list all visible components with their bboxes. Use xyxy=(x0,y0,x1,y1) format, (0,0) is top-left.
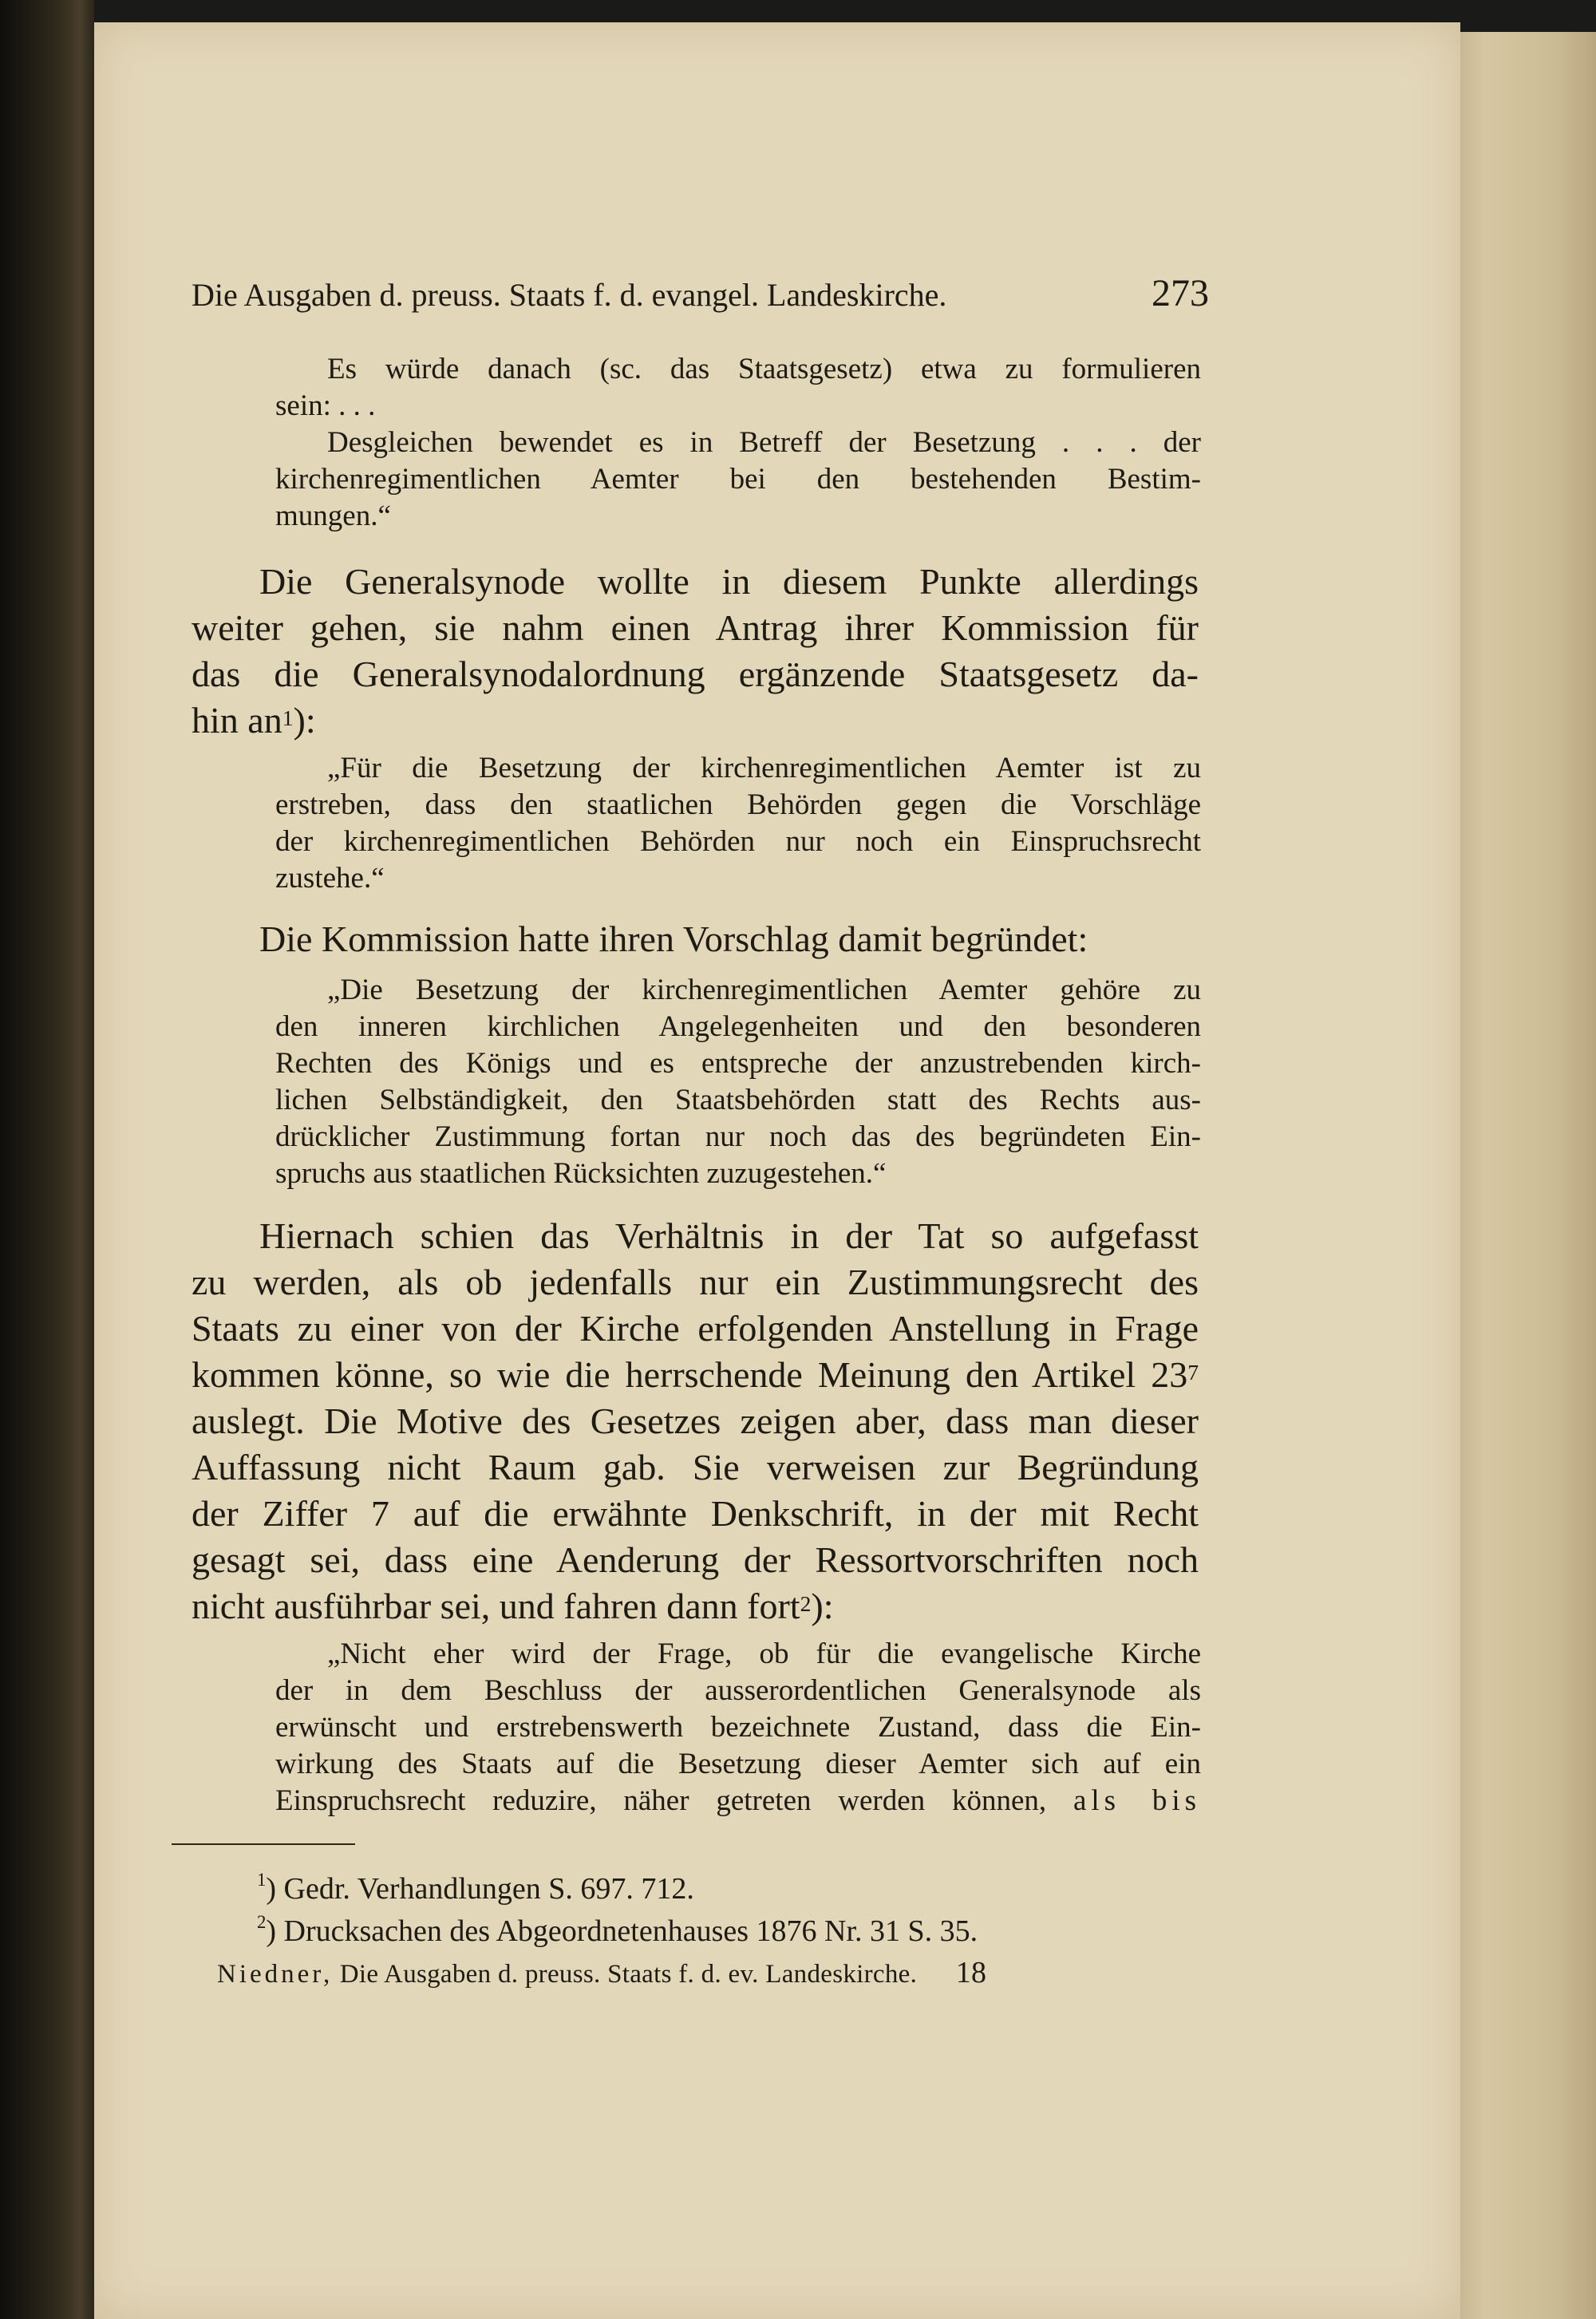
paragraph-line xyxy=(192,1352,1199,1398)
page-number: 273 xyxy=(1152,272,1209,314)
footnote-text: ) Drucksachen des Abgeordnetenhauses 1876 Nr. 31 S. 35. xyxy=(266,1914,978,1948)
running-header xyxy=(192,271,1209,315)
spaced-text: als bis xyxy=(1073,1784,1202,1817)
quote2-line: der kirchenregimentlichen Behörden nur noch ein Einspruchsrecht xyxy=(275,825,1201,858)
footnote-marker: 2 xyxy=(257,1911,267,1932)
quote2-line: zustehe.“ xyxy=(275,862,385,895)
footnote-rule xyxy=(172,1843,355,1845)
running-header-title: Die Ausgaben d. preuss. Staats f. d. evangel. Landeskirche. xyxy=(192,277,947,313)
signature-sheet-number: 18 xyxy=(955,1956,987,1989)
quote4-line: wirkung des Staats auf die Besetzung dieser Aemter sich auf ein xyxy=(275,1748,1201,1780)
quote4-line: der in dem Beschluss der ausserordentlichen Generalsynode als xyxy=(275,1674,1201,1707)
quote4-line: erwünscht und erstrebenswerth bezeichnete Zustand, dass die Ein- xyxy=(275,1711,1201,1744)
paragraph-line: das die Generalsynodalordnung ergänzende Staatsgesetz da- xyxy=(192,654,1199,694)
quote3-line: den inneren kirchlichen Angelegenheiten und den besonderen xyxy=(275,1010,1201,1043)
paragraph-line xyxy=(192,697,1199,744)
paragraph-text: hin an xyxy=(192,700,282,741)
paragraph-line: Die Kommission hatte ihren Vorschlag damit begründet: xyxy=(259,919,1088,959)
quote-text: Einspruchsrecht reduzire, näher getreten werden können, xyxy=(275,1784,1047,1817)
paragraph-line: Auffassung nicht Raum gab. Sie verweisen zur Begründung xyxy=(192,1447,1199,1487)
quote3-line: „Die Besetzung der kirchenregimentlichen Aemter gehöre zu xyxy=(327,974,1201,1006)
paragraph-line: auslegt. Die Motive des Gesetzes zeigen aber, dass man dieser xyxy=(192,1400,1199,1441)
paragraph-text: ): xyxy=(811,1586,834,1626)
quote1-line: mungen.“ xyxy=(275,500,391,532)
footnote-ref: 2 xyxy=(800,1591,812,1617)
quote4-line xyxy=(275,1783,1201,1819)
quote3-line: Rechten des Königs und es entspreche der anzustrebenden kirch- xyxy=(275,1047,1201,1080)
paragraph-line xyxy=(192,1583,1199,1630)
paragraph-text: kommen könne, so wie die herrschende Meinung den Artikel 23 xyxy=(192,1354,1188,1395)
quote1-line: kirchenregimentlichen Aemter bei den bestehenden Bestim- xyxy=(275,463,1201,496)
footnote-ref: 1 xyxy=(282,705,294,731)
paragraph-text: nicht ausführbar sei, und fahren dann fort xyxy=(192,1586,800,1626)
paragraph-line: der Ziffer 7 auf die erwähnte Denkschrift, in der mit Recht xyxy=(192,1493,1199,1534)
quote3-line: drücklicher Zustimmung fortan nur noch das des begründeten Ein- xyxy=(275,1120,1201,1153)
quote3-line: lichen Selbständigkeit, den Staatsbehörden statt des Rechts aus- xyxy=(275,1084,1201,1116)
footnote-marker: 1 xyxy=(257,1869,267,1890)
quote3-line: spruchs aus staatlichen Rücksichten zuzugestehen.“ xyxy=(275,1157,887,1190)
paragraph-line: Die Generalsynode wollte in diesem Punkte allerdings xyxy=(259,561,1199,602)
paragraph-line: Hiernach schien das Verhältnis in der Tat so aufgefasst xyxy=(259,1215,1199,1256)
superscript: 7 xyxy=(1187,1360,1199,1385)
paragraph-line: gesagt sei, dass eine Aenderung der Ressortvorschriften noch xyxy=(192,1539,1199,1580)
signature-title: Die Ausgaben d. preuss. Staats f. d. ev. Landeskirche. xyxy=(339,1960,918,1989)
quote1-line: sein: . . . xyxy=(275,389,376,422)
signature-line xyxy=(217,1955,986,1990)
paragraph-text: ): xyxy=(293,700,316,741)
page-edge xyxy=(1460,32,1596,2319)
footnote xyxy=(257,1911,978,1949)
paragraph-line: zu werden, als ob jedenfalls nur ein Zustimmungsrecht des xyxy=(192,1262,1199,1302)
footnote-text: ) Gedr. Verhandlungen S. 697. 712. xyxy=(266,1872,694,1906)
paragraph-line: Staats zu einer von der Kirche erfolgenden Anstellung in Frage xyxy=(192,1308,1199,1349)
signature-author: Niedner, xyxy=(217,1960,334,1989)
footnote xyxy=(257,1871,694,1906)
quote2-line: „Für die Besetzung der kirchenregimentlichen Aemter ist zu xyxy=(327,752,1201,784)
book-gutter xyxy=(0,0,94,2319)
paragraph-line: weiter gehen, sie nahm einen Antrag ihrer Kommission für xyxy=(192,607,1199,648)
quote2-line: erstreben, dass den staatlichen Behörden gegen die Vorschläge xyxy=(275,788,1201,821)
quote4-line: „Nicht eher wird der Frage, ob für die evangelische Kirche xyxy=(327,1638,1201,1670)
quote1-line: Es würde danach (sc. das Staatsgesetz) etwa zu formulieren xyxy=(327,353,1201,385)
quote1-line: Desgleichen bewendet es in Betreff der Besetzung . . . der xyxy=(327,426,1201,459)
